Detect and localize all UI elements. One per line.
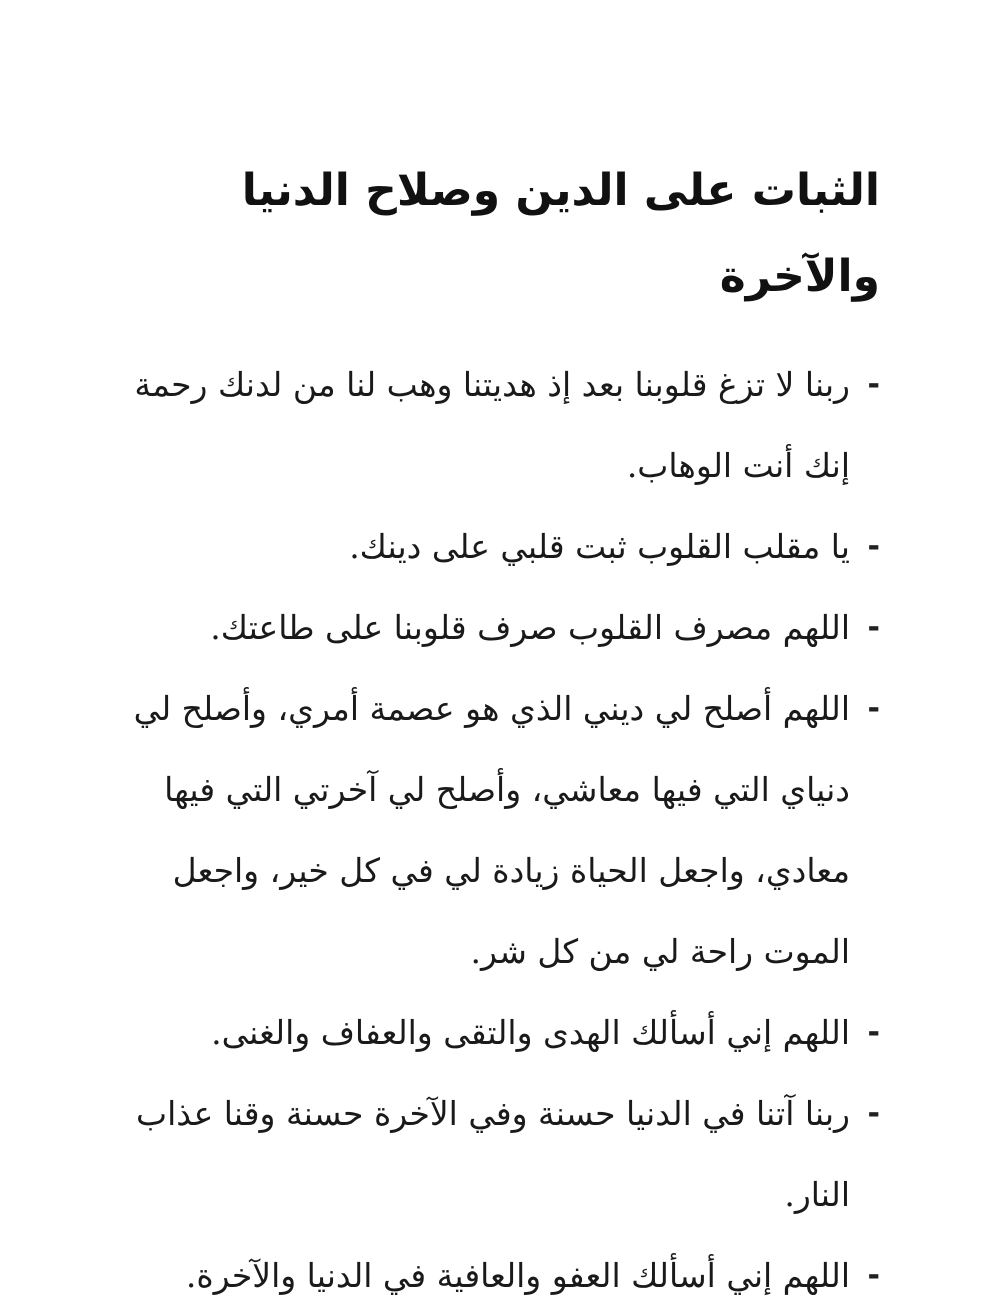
list-item (100, 1073, 880, 1235)
list-item-text: ربنا لا تزغ قلوبنا بعد إذ هديتنا وهب لنا من لدنك رحمة إنك أنت الوهاب. (134, 365, 850, 485)
list-item-text: يا مقلب القلوب ثبت قلبي على دينك. (349, 527, 850, 566)
list-item-text: اللهم أصلح لي ديني الذي هو عصمة أمري، وأصلح لي دنياي التي فيها معاشي، وأصلح لي آخرتي التي فيها معادي، واجعل الحياة زيادة لي في كل خير، واجعل الموت راحة لي من كل شر. (133, 689, 850, 971)
bullet-dash: - (867, 691, 880, 726)
list-item (100, 587, 880, 668)
list-item (100, 506, 880, 587)
page-title: الثبات على الدين وصلاح الدنيا والآخرة (241, 165, 880, 302)
list-item-text: ربنا آتنا في الدنيا حسنة وفي الآخرة حسنة وقنا عذاب النار. (136, 1094, 850, 1214)
list-item (100, 344, 880, 506)
list-item-text: اللهم إني أسألك العفو والعافية في الدنيا والآخرة. (185, 1256, 850, 1295)
bullet-dash: - (867, 1015, 880, 1050)
bullet-dash: - (867, 529, 880, 564)
list-item-text: اللهم مصرف القلوب صرف قلوبنا على طاعتك. (210, 608, 850, 647)
list-item (100, 668, 880, 992)
bullet-dash: - (867, 367, 880, 402)
bullet-dash: - (867, 610, 880, 645)
list-item-text: اللهم إني أسألك الهدى والتقى والعفاف والغنى. (211, 1013, 850, 1052)
bullet-dash: - (867, 1258, 880, 1293)
supplication-list (100, 344, 880, 1316)
bullet-dash: - (867, 1096, 880, 1131)
list-item (100, 992, 880, 1073)
list-item (100, 1235, 880, 1316)
